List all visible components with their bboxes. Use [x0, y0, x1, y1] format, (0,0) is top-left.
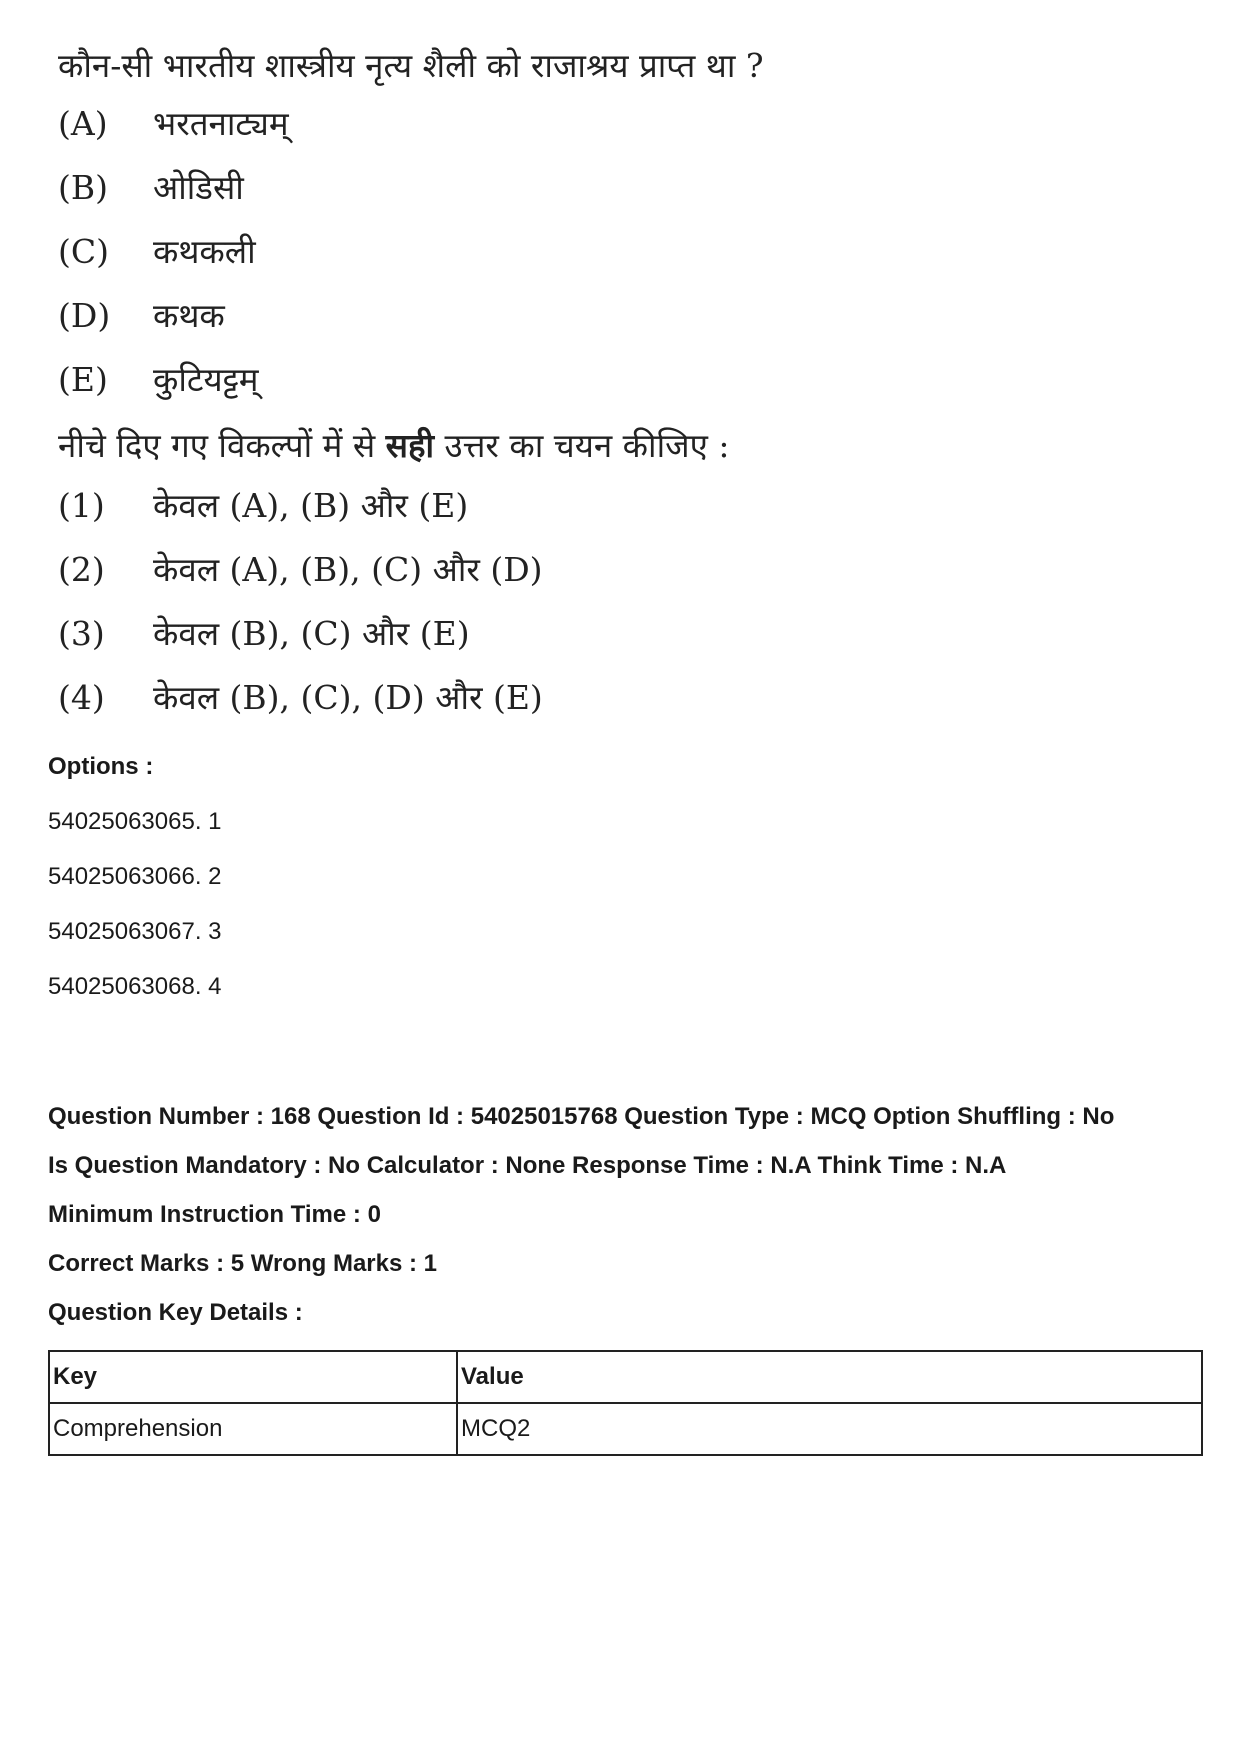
instruction-pre: नीचे दिए गए विकल्पों में से: [58, 426, 386, 465]
option-id-line: 54025063067. 3: [48, 918, 222, 945]
statement-label: (B): [58, 168, 108, 207]
statement-label: (D): [58, 296, 111, 335]
statement-label: (E): [58, 360, 108, 399]
statement-text: कथक: [153, 296, 225, 335]
choice-text: केवल (A), (B), (C) और (D): [153, 550, 543, 589]
answer-choices: [58, 482, 878, 738]
choice-label: (3): [58, 614, 105, 653]
table-header-row: [49, 1351, 1202, 1403]
statement-label: (C): [58, 232, 109, 271]
choice-text: केवल (B), (C), (D) और (E): [153, 678, 543, 717]
answer-choice: [58, 482, 878, 546]
choice-label: (4): [58, 678, 105, 717]
statement-text: ओडिसी: [153, 168, 244, 207]
question-key-table: [48, 1350, 1203, 1456]
statement-item: [58, 164, 878, 228]
statement-text: कुटियट्टम्: [153, 360, 259, 399]
meta-line-key-details: Question Key Details :: [48, 1299, 303, 1326]
answer-choice: [58, 610, 878, 674]
statement-label: (A): [58, 104, 108, 143]
option-id-line: 54025063065. 1: [48, 808, 222, 835]
statement-item: [58, 356, 878, 420]
meta-line-instruction-time: Minimum Instruction Time : 0: [48, 1201, 381, 1228]
answer-choice: [58, 674, 878, 738]
header-key: Key: [49, 1351, 457, 1403]
options-heading: Options :: [48, 753, 154, 780]
choice-text: केवल (A), (B) और (E): [153, 486, 469, 525]
instruction: [58, 420, 878, 472]
meta-line-settings: Is Question Mandatory : No Calculator : None Response Time : N.A Think Time : N.A: [48, 1152, 1007, 1179]
statement-item: [58, 292, 878, 356]
statement-item: [58, 100, 878, 164]
choice-label: (1): [58, 486, 105, 525]
question-image: [58, 40, 878, 738]
table-row: [49, 1403, 1202, 1455]
cell-value: MCQ2: [457, 1403, 1202, 1455]
instruction-post: उत्तर का चयन कीजिए :: [434, 426, 730, 465]
choice-label: (2): [58, 550, 105, 589]
options-section: [48, 752, 1208, 1027]
question-stem: कौन-सी भारतीय शास्त्रीय नृत्य शैली को राजाश्रय प्राप्त था ?: [58, 46, 764, 85]
option-id-line: 54025063068. 4: [48, 973, 222, 1000]
statement-text: कथकली: [153, 232, 256, 271]
instruction-bold: सही: [385, 426, 435, 465]
statement-item: [58, 228, 878, 292]
statement-text: भरतनाट्यम्: [153, 104, 289, 143]
question-metadata: [48, 1092, 1208, 1337]
option-id-line: 54025063066. 2: [48, 863, 222, 890]
header-value: Value: [457, 1351, 1202, 1403]
answer-choice: [58, 546, 878, 610]
meta-line-question-info: Question Number : 168 Question Id : 54025015768 Question Type : MCQ Option Shuffling : No: [48, 1103, 1115, 1130]
meta-line-marks: Correct Marks : 5 Wrong Marks : 1: [48, 1250, 438, 1277]
cell-key: Comprehension: [49, 1403, 457, 1455]
choice-text: केवल (B), (C) और (E): [153, 614, 470, 653]
